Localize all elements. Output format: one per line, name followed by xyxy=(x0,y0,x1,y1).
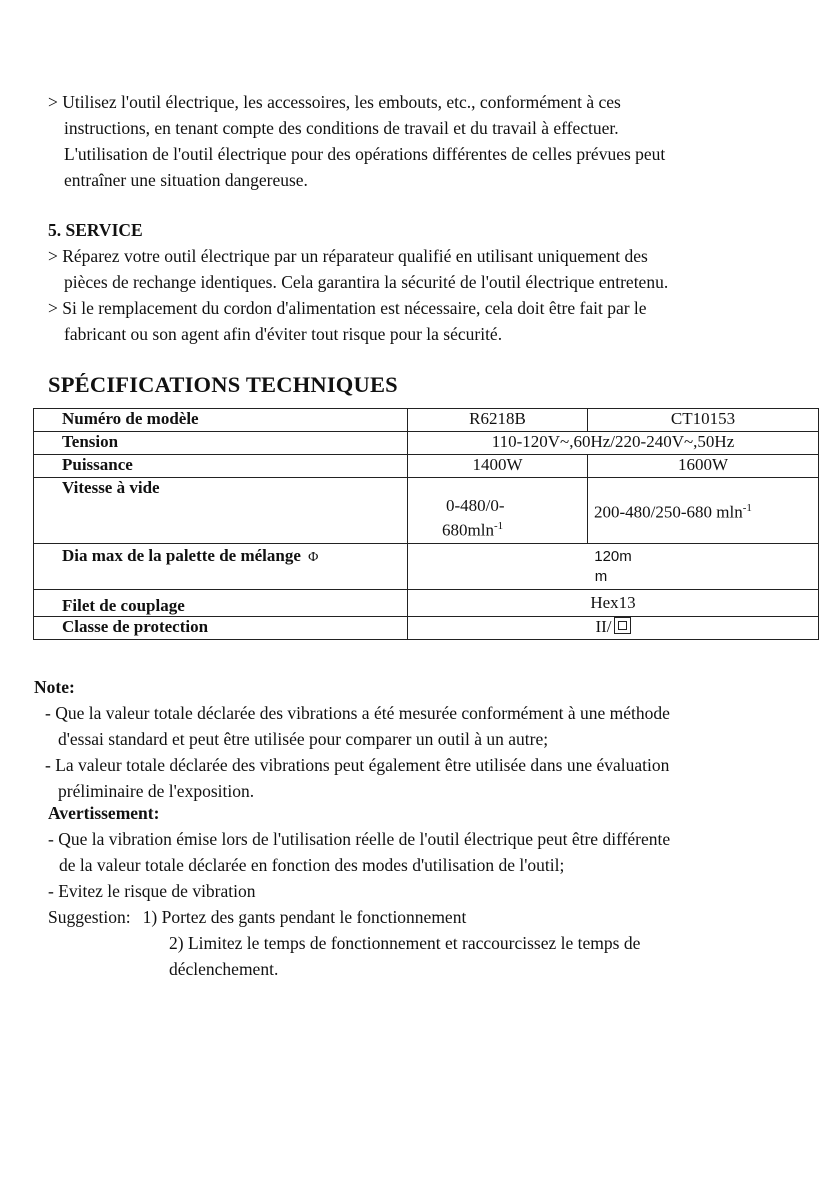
service-item-2-line-2: fabricant ou son agent afin d'éviter tout risque pour la sécurité. xyxy=(64,324,503,344)
thread-label-text: Filet de couplage xyxy=(62,596,185,615)
suggestion-label: Suggestion: xyxy=(48,907,131,927)
note-item-1-line-2: d'essai standard et peut être utilisée pour comparer un outil à un autre; xyxy=(58,729,549,749)
speed-value-2 xyxy=(588,478,819,544)
speed-value-1-line-1: 0-480/0- xyxy=(446,496,505,516)
diameter-label: Dia max de la palette de mélange xyxy=(62,546,301,565)
suggestion-1: 1) Portez des gants pendant le fonctionnement xyxy=(142,907,467,927)
suggestion-row xyxy=(48,904,670,930)
class-ii-double-insulation-icon xyxy=(614,617,631,634)
speed-value-2-exponent: -1 xyxy=(742,502,752,515)
service-item-1-line-2: pièces de rechange identiques. Cela garantira la sécurité de l'outil électrique entretenu. xyxy=(64,272,669,292)
note-item-2-line-2: préliminaire de l'exposition. xyxy=(58,781,255,801)
power-value-2: 1600W xyxy=(588,455,819,478)
protection-value xyxy=(408,617,819,640)
warning-item-2: - Evitez le risque de vibration xyxy=(48,881,256,901)
note-heading: Note: xyxy=(34,677,75,697)
warning-item-1-line-1: - Que la vibration émise lors de l'utilisation réelle de l'outil électrique peut être différente xyxy=(48,829,671,849)
model-label: Numéro de modèle xyxy=(34,409,408,432)
specs-row-model xyxy=(34,409,819,432)
diameter-value-line-2: m xyxy=(594,568,608,585)
speed-label: Vitesse à vide xyxy=(34,478,408,544)
diameter-symbol: Φ xyxy=(308,550,319,565)
suggestion-2-line-1: 2) Limitez le temps de fonctionnement et raccourcissez le temps de xyxy=(169,933,641,953)
service-item-2-line-1: > Si le remplacement du cordon d'alimentation est nécessaire, cela doit être fait par le xyxy=(48,298,647,318)
specs-row-speed xyxy=(34,478,819,544)
protection-label: Classe de protection xyxy=(34,617,408,640)
power-value-1: 1400W xyxy=(408,455,588,478)
speed-value-1 xyxy=(408,478,588,544)
service-item-1-line-1: > Réparez votre outil électrique par un réparateur qualifié en utilisant uniquement des xyxy=(48,246,648,266)
speed-value-1-line-2 xyxy=(442,516,583,541)
model-value-2: CT10153 xyxy=(588,409,819,432)
suggestion-2-line-2: déclenchement. xyxy=(169,959,279,979)
specs-row-voltage xyxy=(34,432,819,455)
warning-section xyxy=(48,800,670,982)
speed-value-1-exponent: -1 xyxy=(493,520,504,533)
warning-heading: Avertissement: xyxy=(48,803,160,823)
model-value-1: R6218B xyxy=(408,409,588,432)
diameter-label-cell xyxy=(34,544,408,590)
speed-value-1-unit: 680mln xyxy=(442,521,494,540)
usage-paragraph xyxy=(48,89,665,193)
diameter-value xyxy=(408,544,819,590)
specs-title: SPÉCIFICATIONS TECHNIQUES xyxy=(48,372,398,397)
voltage-value: 110-120V~,60Hz/220-240V~,50Hz xyxy=(408,432,819,455)
thread-value xyxy=(408,590,819,617)
thread-label xyxy=(34,590,408,617)
power-label: Puissance xyxy=(34,455,408,478)
specs-table xyxy=(33,408,819,640)
usage-line-1: > Utilisez l'outil électrique, les accessoires, les embouts, etc., conformément à ces xyxy=(48,92,621,112)
service-heading: 5. SERVICE xyxy=(48,220,143,240)
warning-item-1-line-2: de la valeur totale déclarée en fonction des modes d'utilisation de l'outil; xyxy=(59,855,565,875)
note-item-2-line-1: - La valeur totale déclarée des vibrations peut également être utilisée dans une évaluation xyxy=(45,755,670,775)
usage-line-2: instructions, en tenant compte des conditions de travail et du travail à effectuer. xyxy=(64,118,619,138)
note-item-1-line-1: - Que la valeur totale déclarée des vibrations a été mesurée conformément à une méthode xyxy=(45,703,670,723)
specs-row-thread xyxy=(34,590,819,617)
usage-line-3: L'utilisation de l'outil électrique pour des opérations différentes de celles prévues peut xyxy=(64,144,666,164)
specs-row-protection xyxy=(34,617,819,640)
protection-value-text: II/ xyxy=(595,617,612,636)
service-section xyxy=(48,217,668,347)
specs-row-power xyxy=(34,455,819,478)
speed-value-2-text: 200-480/250-680 mln xyxy=(594,502,743,522)
diameter-value-line-1: 120m xyxy=(594,548,632,565)
thread-value-text: Hex13 xyxy=(590,593,636,612)
specs-row-diameter xyxy=(34,544,819,590)
voltage-label: Tension xyxy=(34,432,408,455)
note-section xyxy=(34,674,670,804)
usage-line-4: entraîner une situation dangereuse. xyxy=(64,170,308,190)
